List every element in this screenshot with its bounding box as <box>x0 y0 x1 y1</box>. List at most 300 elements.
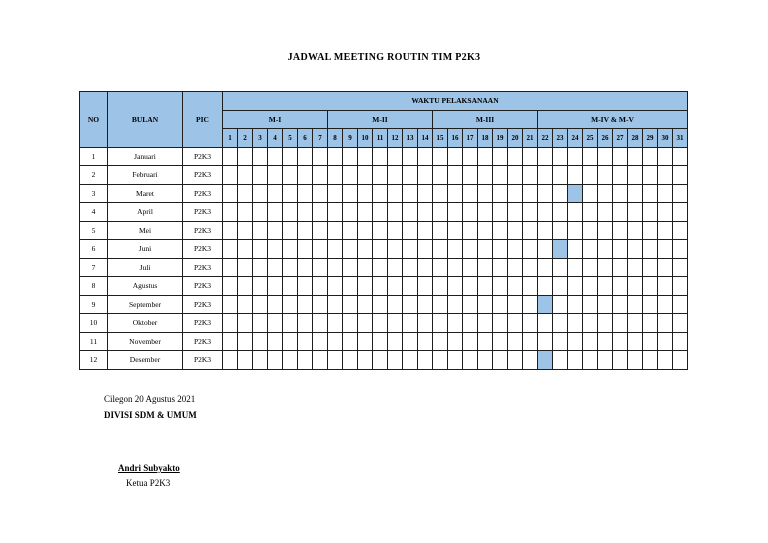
day-cell <box>358 314 373 333</box>
day-cell <box>673 258 688 277</box>
day-cell <box>328 314 343 333</box>
day-cell <box>313 314 328 333</box>
day-header: 3 <box>253 129 268 148</box>
day-header: 4 <box>268 129 283 148</box>
day-cell <box>583 240 598 259</box>
day-cell <box>358 277 373 296</box>
place-date: Cilegon 20 Agustus 2021 <box>104 394 196 404</box>
day-cell <box>523 203 538 222</box>
row-month: Maret <box>108 184 183 203</box>
table-row <box>80 147 688 166</box>
day-cell <box>358 203 373 222</box>
day-cell <box>328 166 343 185</box>
day-cell <box>298 277 313 296</box>
day-cell <box>673 221 688 240</box>
day-cell <box>463 314 478 333</box>
day-cell <box>478 184 493 203</box>
day-cell <box>463 332 478 351</box>
day-cell <box>268 258 283 277</box>
day-cell <box>223 258 238 277</box>
day-cell <box>418 277 433 296</box>
day-cell <box>463 147 478 166</box>
day-cell <box>448 203 463 222</box>
day-cell <box>223 314 238 333</box>
table-row <box>80 203 688 222</box>
day-cell <box>658 147 673 166</box>
day-cell <box>418 295 433 314</box>
table-row <box>80 332 688 351</box>
day-cell <box>448 332 463 351</box>
day-cell <box>568 258 583 277</box>
day-cell <box>628 203 643 222</box>
day-cell <box>598 203 613 222</box>
day-cell <box>613 221 628 240</box>
day-cell <box>223 147 238 166</box>
day-cell <box>568 277 583 296</box>
week-header: M-IV & M-V <box>538 110 688 129</box>
day-cell <box>283 295 298 314</box>
row-pic: P2K3 <box>183 295 223 314</box>
day-cell <box>673 314 688 333</box>
day-cell <box>223 332 238 351</box>
header-pic: PIC <box>183 92 223 148</box>
day-cell <box>448 166 463 185</box>
day-cell <box>373 351 388 370</box>
day-header: 29 <box>643 129 658 148</box>
table-row <box>80 258 688 277</box>
day-cell <box>403 221 418 240</box>
day-cell <box>673 277 688 296</box>
day-cell <box>403 240 418 259</box>
header-no: NO <box>80 92 108 148</box>
day-cell <box>433 332 448 351</box>
day-cell <box>508 295 523 314</box>
day-header: 6 <box>298 129 313 148</box>
day-cell <box>448 184 463 203</box>
table-row <box>80 184 688 203</box>
day-cell <box>388 240 403 259</box>
table-row <box>80 240 688 259</box>
day-cell <box>418 258 433 277</box>
day-cell <box>553 351 568 370</box>
day-cell <box>343 221 358 240</box>
day-cell <box>388 166 403 185</box>
day-cell <box>628 184 643 203</box>
day-cell <box>478 258 493 277</box>
day-cell <box>433 221 448 240</box>
day-cell <box>358 184 373 203</box>
row-month: Agustus <box>108 277 183 296</box>
day-cell <box>238 295 253 314</box>
row-pic: P2K3 <box>183 221 223 240</box>
day-cell <box>478 147 493 166</box>
day-cell <box>238 277 253 296</box>
day-header: 22 <box>538 129 553 148</box>
day-cell <box>313 295 328 314</box>
day-cell <box>343 240 358 259</box>
day-cell <box>463 295 478 314</box>
day-cell <box>463 166 478 185</box>
day-cell <box>478 314 493 333</box>
day-cell <box>448 147 463 166</box>
day-cell <box>373 314 388 333</box>
day-cell <box>583 332 598 351</box>
day-cell <box>328 221 343 240</box>
day-cell <box>493 277 508 296</box>
day-header: 17 <box>463 129 478 148</box>
day-cell <box>493 166 508 185</box>
row-pic: P2K3 <box>183 203 223 222</box>
day-cell <box>478 277 493 296</box>
day-cell <box>598 166 613 185</box>
signer-name: Andri Subyakto <box>118 463 180 473</box>
day-cell <box>238 240 253 259</box>
day-cell <box>253 351 268 370</box>
day-cell <box>388 258 403 277</box>
day-cell <box>328 295 343 314</box>
day-cell <box>298 184 313 203</box>
day-cell <box>343 295 358 314</box>
day-header: 21 <box>523 129 538 148</box>
day-cell <box>238 203 253 222</box>
day-cell <box>403 295 418 314</box>
day-cell <box>313 258 328 277</box>
day-cell <box>658 221 673 240</box>
day-cell <box>538 147 553 166</box>
day-cell <box>553 166 568 185</box>
day-cell <box>523 147 538 166</box>
day-cell <box>448 258 463 277</box>
row-month: Mei <box>108 221 183 240</box>
day-cell <box>583 351 598 370</box>
day-cell <box>358 240 373 259</box>
day-cell <box>253 240 268 259</box>
day-cell <box>628 240 643 259</box>
day-cell <box>298 147 313 166</box>
row-pic: P2K3 <box>183 332 223 351</box>
day-cell <box>283 277 298 296</box>
day-cell <box>583 147 598 166</box>
day-cell <box>268 147 283 166</box>
day-header: 12 <box>388 129 403 148</box>
day-cell <box>223 166 238 185</box>
day-cell <box>643 147 658 166</box>
day-cell <box>508 277 523 296</box>
day-cell <box>568 221 583 240</box>
day-cell <box>508 184 523 203</box>
day-header: 23 <box>553 129 568 148</box>
day-cell <box>613 332 628 351</box>
day-cell <box>448 295 463 314</box>
day-cell <box>403 351 418 370</box>
day-header: 16 <box>448 129 463 148</box>
day-cell <box>388 184 403 203</box>
day-header: 2 <box>238 129 253 148</box>
day-header: 28 <box>628 129 643 148</box>
day-cell <box>403 203 418 222</box>
day-cell <box>613 166 628 185</box>
day-cell <box>238 314 253 333</box>
day-cell <box>268 295 283 314</box>
day-cell <box>433 258 448 277</box>
day-cell <box>508 332 523 351</box>
day-cell <box>673 147 688 166</box>
day-cell <box>523 240 538 259</box>
table-row <box>80 277 688 296</box>
day-header: 31 <box>673 129 688 148</box>
day-cell <box>643 203 658 222</box>
day-cell <box>328 258 343 277</box>
day-cell <box>568 314 583 333</box>
day-cell <box>493 147 508 166</box>
day-cell <box>643 258 658 277</box>
day-cell <box>433 314 448 333</box>
day-cell <box>313 221 328 240</box>
row-no: 10 <box>80 314 108 333</box>
day-cell <box>538 258 553 277</box>
header-bulan: BULAN <box>108 92 183 148</box>
day-cell <box>553 314 568 333</box>
day-cell <box>613 351 628 370</box>
day-cell <box>253 203 268 222</box>
day-cell <box>388 203 403 222</box>
day-cell <box>313 203 328 222</box>
day-cell <box>658 314 673 333</box>
day-cell <box>583 295 598 314</box>
week-header: M-II <box>328 110 433 129</box>
day-cell <box>283 240 298 259</box>
day-cell <box>268 184 283 203</box>
row-no: 8 <box>80 277 108 296</box>
day-cell <box>673 295 688 314</box>
day-cell <box>658 277 673 296</box>
day-cell <box>673 332 688 351</box>
day-header: 30 <box>658 129 673 148</box>
row-no: 12 <box>80 351 108 370</box>
meeting-day-mark <box>553 240 568 259</box>
day-cell <box>298 258 313 277</box>
day-cell <box>538 314 553 333</box>
row-month: Juni <box>108 240 183 259</box>
day-cell <box>508 203 523 222</box>
row-no: 7 <box>80 258 108 277</box>
day-cell <box>328 332 343 351</box>
day-cell <box>643 221 658 240</box>
day-cell <box>373 147 388 166</box>
day-cell <box>643 184 658 203</box>
day-cell <box>673 240 688 259</box>
day-cell <box>538 221 553 240</box>
day-cell <box>628 314 643 333</box>
day-cell <box>253 147 268 166</box>
row-pic: P2K3 <box>183 147 223 166</box>
day-cell <box>253 184 268 203</box>
day-cell <box>643 295 658 314</box>
table-row <box>80 221 688 240</box>
day-cell <box>418 240 433 259</box>
day-cell <box>283 258 298 277</box>
day-cell <box>268 203 283 222</box>
day-cell <box>403 314 418 333</box>
day-cell <box>238 351 253 370</box>
day-cell <box>523 314 538 333</box>
day-cell <box>418 147 433 166</box>
day-cell <box>628 221 643 240</box>
day-cell <box>673 351 688 370</box>
day-cell <box>253 258 268 277</box>
day-cell <box>433 184 448 203</box>
day-cell <box>493 203 508 222</box>
day-cell <box>508 314 523 333</box>
day-cell <box>343 351 358 370</box>
row-pic: P2K3 <box>183 240 223 259</box>
row-month: April <box>108 203 183 222</box>
meeting-day-mark <box>568 184 583 203</box>
row-no: 5 <box>80 221 108 240</box>
day-cell <box>403 184 418 203</box>
day-cell <box>508 258 523 277</box>
day-cell <box>448 277 463 296</box>
day-header: 19 <box>493 129 508 148</box>
day-cell <box>388 332 403 351</box>
day-cell <box>328 203 343 222</box>
day-cell <box>598 351 613 370</box>
day-cell <box>628 351 643 370</box>
table-row <box>80 351 688 370</box>
day-cell <box>493 351 508 370</box>
day-cell <box>403 332 418 351</box>
day-cell <box>583 166 598 185</box>
day-cell <box>223 184 238 203</box>
day-cell <box>298 332 313 351</box>
day-cell <box>553 184 568 203</box>
day-cell <box>613 295 628 314</box>
day-cell <box>538 166 553 185</box>
day-cell <box>223 221 238 240</box>
day-cell <box>358 166 373 185</box>
day-cell <box>448 240 463 259</box>
document-title: JADWAL MEETING ROUTIN TIM P2K3 <box>287 52 481 63</box>
row-pic: P2K3 <box>183 277 223 296</box>
day-cell <box>268 277 283 296</box>
division-name: DIVISI SDM & UMUM <box>104 410 197 420</box>
day-cell <box>658 184 673 203</box>
day-cell <box>283 147 298 166</box>
day-cell <box>358 221 373 240</box>
day-cell <box>433 240 448 259</box>
day-header: 1 <box>223 129 238 148</box>
day-cell <box>268 351 283 370</box>
day-cell <box>328 240 343 259</box>
day-cell <box>628 332 643 351</box>
day-cell <box>598 221 613 240</box>
day-cell <box>538 184 553 203</box>
day-cell <box>268 332 283 351</box>
day-cell <box>628 147 643 166</box>
day-cell <box>298 221 313 240</box>
day-cell <box>613 203 628 222</box>
day-header: 13 <box>403 129 418 148</box>
day-cell <box>418 221 433 240</box>
day-cell <box>343 258 358 277</box>
day-cell <box>523 184 538 203</box>
day-cell <box>583 277 598 296</box>
day-cell <box>523 166 538 185</box>
day-cell <box>298 295 313 314</box>
day-cell <box>643 332 658 351</box>
row-pic: P2K3 <box>183 314 223 333</box>
day-cell <box>358 295 373 314</box>
day-header: 9 <box>343 129 358 148</box>
meeting-schedule-table <box>79 91 688 370</box>
day-cell <box>583 203 598 222</box>
day-cell <box>313 351 328 370</box>
day-cell <box>388 221 403 240</box>
day-cell <box>583 184 598 203</box>
day-cell <box>373 277 388 296</box>
week-header: M-III <box>433 110 538 129</box>
day-cell <box>328 351 343 370</box>
day-cell <box>538 332 553 351</box>
day-cell <box>313 147 328 166</box>
table-row <box>80 295 688 314</box>
day-cell <box>538 203 553 222</box>
day-cell <box>598 295 613 314</box>
day-cell <box>658 332 673 351</box>
day-cell <box>643 314 658 333</box>
row-no: 11 <box>80 332 108 351</box>
day-cell <box>478 351 493 370</box>
day-cell <box>373 332 388 351</box>
day-cell <box>463 203 478 222</box>
table-row <box>80 166 688 185</box>
day-cell <box>553 147 568 166</box>
day-cell <box>658 203 673 222</box>
day-cell <box>448 314 463 333</box>
day-cell <box>658 351 673 370</box>
day-cell <box>313 332 328 351</box>
day-header: 8 <box>328 129 343 148</box>
day-cell <box>298 240 313 259</box>
day-cell <box>283 351 298 370</box>
day-cell <box>613 147 628 166</box>
day-header: 5 <box>283 129 298 148</box>
day-cell <box>583 314 598 333</box>
day-cell <box>598 332 613 351</box>
day-cell <box>283 221 298 240</box>
day-cell <box>418 332 433 351</box>
day-header: 7 <box>313 129 328 148</box>
day-cell <box>643 240 658 259</box>
day-cell <box>283 314 298 333</box>
day-cell <box>358 147 373 166</box>
day-cell <box>418 166 433 185</box>
day-cell <box>493 295 508 314</box>
day-cell <box>298 314 313 333</box>
day-cell <box>613 314 628 333</box>
day-cell <box>388 147 403 166</box>
day-cell <box>268 240 283 259</box>
day-cell <box>313 184 328 203</box>
day-cell <box>358 332 373 351</box>
day-cell <box>658 240 673 259</box>
day-cell <box>478 166 493 185</box>
day-cell <box>673 203 688 222</box>
day-cell <box>508 240 523 259</box>
day-cell <box>268 221 283 240</box>
row-pic: P2K3 <box>183 258 223 277</box>
row-month: November <box>108 332 183 351</box>
